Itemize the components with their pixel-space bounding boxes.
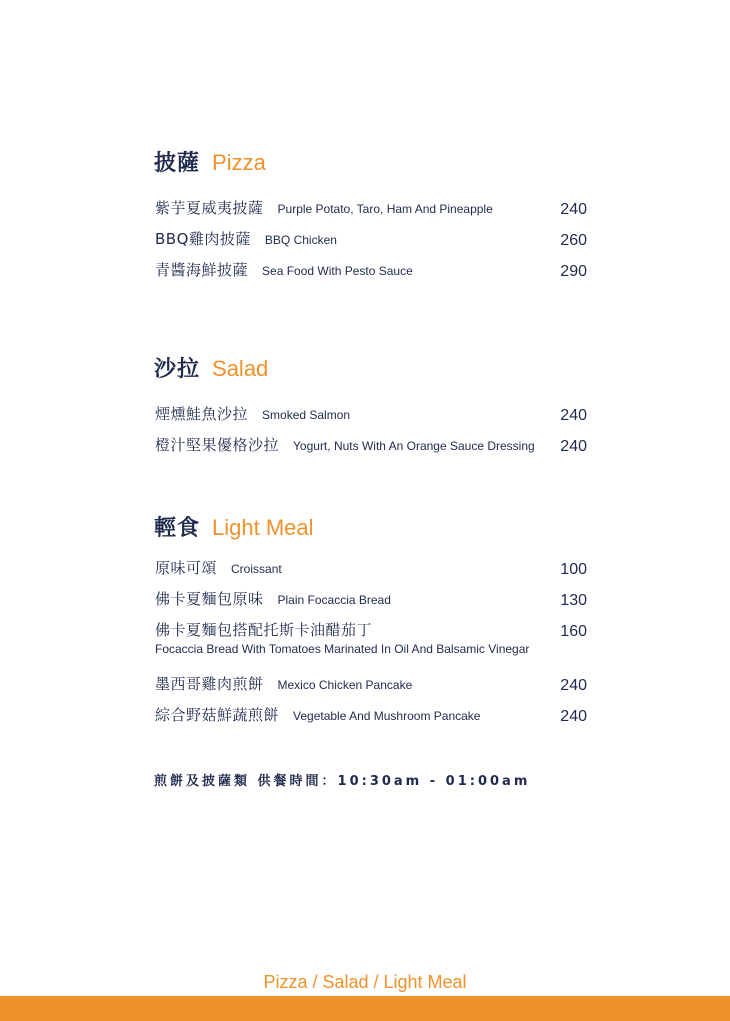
item-name-en: Plain Focaccia Bread xyxy=(277,593,391,607)
footer-label: Pizza / Salad / Light Meal xyxy=(263,972,467,992)
section-salad xyxy=(154,352,594,461)
section-title-en: Salad xyxy=(212,356,269,381)
section-title-en: Pizza xyxy=(212,150,266,175)
item-name-en: BBQ Chicken xyxy=(264,233,337,247)
serving-hours-note: 煎餅及披薩類 供餐時間：10:30am - 01:00am xyxy=(154,774,531,789)
menu-item xyxy=(154,224,594,255)
item-name-en: Sea Food With Pesto Sauce xyxy=(262,264,413,278)
item-price: 240 xyxy=(560,407,587,424)
item-name-en: Purple Potato, Taro, Ham And Pineapple xyxy=(277,202,493,216)
menu-item xyxy=(154,399,594,430)
item-name-zh: 橙汁堅果優格沙拉 Yogurt, Nuts With An Orange Sauce Dressing xyxy=(155,436,535,454)
item-name-zh: 原味可頌 Croissant xyxy=(155,559,282,577)
item-price: 260 xyxy=(560,232,587,249)
item-name-zh: 佛卡夏麵包搭配托斯卡油醋茄丁 xyxy=(155,621,373,639)
section-title-zh: 輕食 xyxy=(154,516,201,541)
item-price: 240 xyxy=(560,708,587,725)
section-pizza xyxy=(154,146,594,286)
item-name-zh: 佛卡夏麵包原味 Plain Focaccia Bread xyxy=(155,590,391,608)
section-title-zh: 披薩 xyxy=(154,151,201,176)
section-title xyxy=(154,352,594,386)
item-name-en: Smoked Salmon xyxy=(262,408,351,422)
item-name-zh: 綜合野菇鮮蔬煎餅 Vegetable And Mushroom Pancake xyxy=(155,706,481,724)
section-light-meal xyxy=(154,511,594,731)
menu-item xyxy=(154,430,594,461)
section-title xyxy=(154,146,594,180)
item-price: 160 xyxy=(560,623,587,640)
item-name-zh: 煙燻鮭魚沙拉 Smoked Salmon xyxy=(155,405,351,423)
item-name-zh: 墨西哥雞肉煎餅 Mexico Chicken Pancake xyxy=(155,675,413,693)
menu-item xyxy=(154,584,594,615)
item-name-zh: BBQ雞肉披薩 BBQ Chicken xyxy=(155,230,337,248)
item-price: 130 xyxy=(560,592,587,609)
menu-item xyxy=(154,255,594,286)
section-title-en: Light Meal xyxy=(212,515,314,540)
item-name-en: Mexico Chicken Pancake xyxy=(277,678,413,692)
item-price: 290 xyxy=(560,263,587,280)
item-price: 240 xyxy=(560,438,587,455)
item-name-zh: 紫芋夏威夷披薩 Purple Potato, Taro, Ham And Pineapple xyxy=(155,199,493,217)
item-name-en: Croissant xyxy=(231,562,282,576)
item-price: 240 xyxy=(560,201,587,218)
menu-item xyxy=(154,669,594,700)
menu-item xyxy=(154,700,594,731)
item-name-en: Vegetable And Mushroom Pancake xyxy=(293,709,481,723)
menu-item xyxy=(154,193,594,224)
item-price: 100 xyxy=(560,561,587,578)
menu-item xyxy=(154,615,594,669)
footer-bar xyxy=(0,996,730,1021)
item-price: 240 xyxy=(560,677,587,694)
item-name-zh: 青醬海鮮披薩 Sea Food With Pesto Sauce xyxy=(155,261,413,279)
item-name-en: Focaccia Bread With Tomatoes Marinated In Oil And Balsamic Vinegar xyxy=(155,642,530,656)
section-title-zh: 沙拉 xyxy=(154,357,201,382)
item-name-en: Yogurt, Nuts With An Orange Sauce Dressing xyxy=(293,439,535,453)
section-title xyxy=(154,511,594,545)
menu-item xyxy=(154,553,594,584)
